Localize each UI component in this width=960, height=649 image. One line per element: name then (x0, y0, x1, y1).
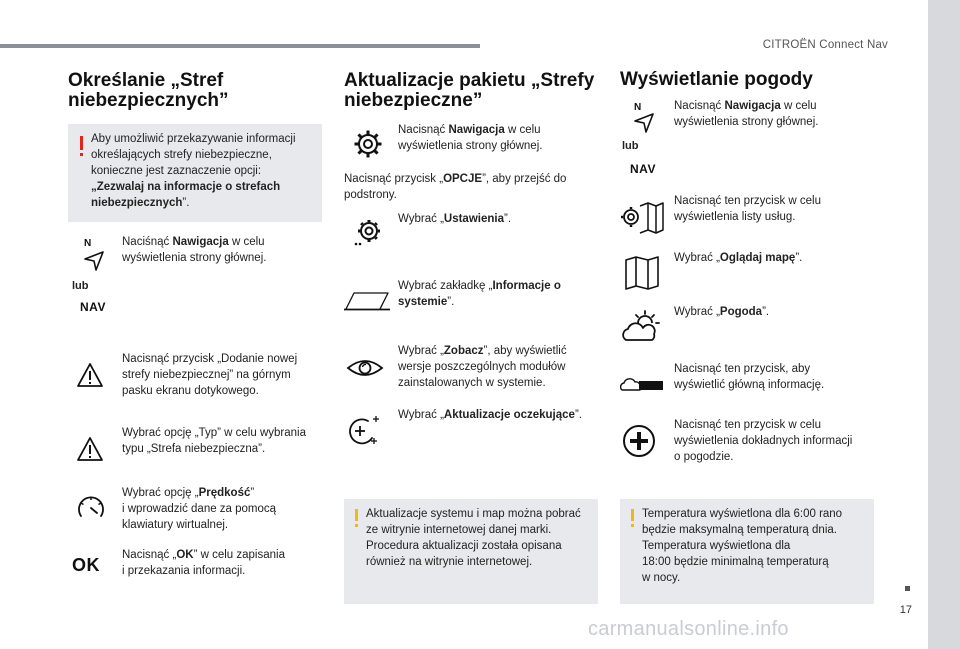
info-note (620, 499, 874, 604)
update-pending-icon (346, 414, 382, 446)
warning-icon (80, 136, 83, 150)
section-title-line2: niebezpieczne” (344, 90, 483, 111)
step-text: strefy niebezpiecznej” na górnym (122, 369, 291, 381)
speedometer-icon (76, 494, 106, 520)
step-text: typu „Strefa niebezpieczna”. (122, 443, 266, 455)
step-text: Wybrać „Ustawienia”. (398, 213, 512, 225)
step-text: klawiatury wirtualnej. (122, 519, 229, 531)
info-line: 18:00 będzie minimalną temperaturą (642, 556, 829, 568)
info-note (344, 499, 598, 604)
warning-line: konieczne jest zaznaczenie opcji: (91, 165, 262, 177)
step-text: Nacisnąć „OK” w celu zapisania (122, 549, 285, 561)
step-text: wyświetlenia dokładnych informacji (674, 435, 853, 447)
warning-triangle-icon (76, 362, 104, 388)
settings-icon (352, 218, 382, 248)
info-line: ze witrynie internetowej danej marki. (366, 524, 552, 536)
info-line: Aktualizacje systemu i map można pobrać (366, 508, 581, 520)
section-title-line1: Aktualizacje pakietu „Strefy (344, 70, 595, 91)
step-text: Wybrać „Pogoda”. (674, 306, 770, 318)
services-icon (620, 202, 664, 234)
page-number: 17 (899, 604, 912, 616)
info-line: również na witrynie internetowej. (366, 556, 533, 568)
info-icon (355, 509, 358, 521)
gear-icon (354, 130, 382, 158)
navigation-arrow-icon (82, 250, 106, 272)
step-text: i przekazania informacji. (122, 565, 246, 577)
warning-triangle-icon (76, 436, 104, 462)
compass-letter: N (634, 102, 642, 113)
step-text: Nacisnąć ten przycisk w celu (674, 195, 821, 207)
step-text: wyświetlić główną informację. (674, 379, 825, 391)
step-text: Nacisnąć ten przycisk, aby (674, 363, 811, 375)
section-title: Wyświetlanie pogody (620, 69, 813, 90)
step-text: wyświetlenia strony głównej. (398, 140, 543, 152)
or-label: lub (72, 280, 89, 292)
or-label: lub (622, 140, 639, 152)
page-side-strip (928, 0, 960, 649)
info-line: będzie maksymalną temperaturą dnia. (642, 524, 837, 536)
step-text: o pogodzie. (674, 451, 734, 463)
step-text: Nacisnąć przycisk „OPCJE”, aby przejść do (344, 173, 567, 185)
warning-icon-dot (80, 153, 83, 156)
info-line: Temperatura wyświetlona dla 6:00 rano (642, 508, 843, 520)
step-text: Wybrać opcję „Typ” w celu wybrania (122, 427, 306, 439)
step-text: Nacisnąć przycisk „Dodanie nowej (122, 353, 298, 365)
ok-button-label: OK (72, 555, 100, 575)
info-icon (631, 509, 634, 521)
info-icon-dot (631, 524, 634, 527)
step-text: Wybrać zakładkę „Informacje o (398, 280, 561, 292)
page-marker (905, 586, 910, 591)
step-text: Nacisnąć ten przycisk w celu (674, 419, 821, 431)
step-text: wersje poszczególnych modułów (398, 361, 566, 373)
brand-label: CITROËN Connect Nav (762, 39, 888, 51)
warning-line: Aby umożliwić przekazywanie informacji (91, 133, 296, 145)
compass-letter: N (84, 238, 92, 249)
info-line: Procedura aktualizacji została opisana (366, 540, 562, 552)
nav-button-label: NAV (630, 162, 656, 176)
header-bar (0, 44, 480, 48)
section-title-line1: Określanie „Stref (68, 70, 224, 91)
warning-line-bold: niebezpiecznych”. (91, 197, 190, 209)
eye-icon (346, 356, 384, 380)
navigation-arrow-icon (632, 112, 656, 134)
section-title-line2: niebezpiecznych” (68, 90, 229, 111)
step-text: Wybrać opcję „Prędkość” (122, 487, 255, 499)
step-text: pasku ekranu dotykowego. (122, 385, 259, 397)
info-line: w nocy. (642, 572, 681, 584)
step-text: systemie”. (398, 296, 455, 308)
step-text: i wprowadzić dane za pomocą (122, 503, 277, 515)
step-text: zainstalowanych w systemie. (398, 377, 546, 389)
map-icon (624, 256, 660, 290)
step-text: wyświetlenia strony głównej. (122, 252, 267, 264)
tab-icon (344, 291, 390, 311)
plus-circle-icon (622, 424, 656, 458)
weather-icon (620, 310, 662, 344)
step-text: wyświetlenia listy usług. (674, 211, 796, 223)
step-text: Naciśnąć Nawigacja w celu (122, 236, 265, 248)
info-line: Temperatura wyświetlona dla (642, 540, 791, 552)
warning-line: określających strefy niebezpieczne, (91, 149, 272, 161)
weather-banner-icon (620, 374, 664, 394)
step-text: Nacisnąć Nawigacja w celu (674, 100, 817, 112)
info-icon-dot (355, 524, 358, 527)
step-text: Nacisnąć Nawigacja w celu (398, 124, 541, 136)
watermark: carmanualsonline.info (588, 618, 789, 640)
warning-note (68, 124, 322, 222)
nav-button-label: NAV (80, 300, 106, 314)
step-text: Wybrać „Aktualizacje oczekujące”. (398, 409, 582, 421)
step-text: Wybrać „Oglądaj mapę”. (674, 252, 803, 264)
step-text: Wybrać „Zobacz”, aby wyświetlić (398, 345, 567, 357)
step-text: podstrony. (344, 189, 397, 201)
warning-line-bold: „Zezwalaj na informacje o strefach (91, 181, 281, 193)
step-text: wyświetlenia strony głównej. (674, 116, 819, 128)
